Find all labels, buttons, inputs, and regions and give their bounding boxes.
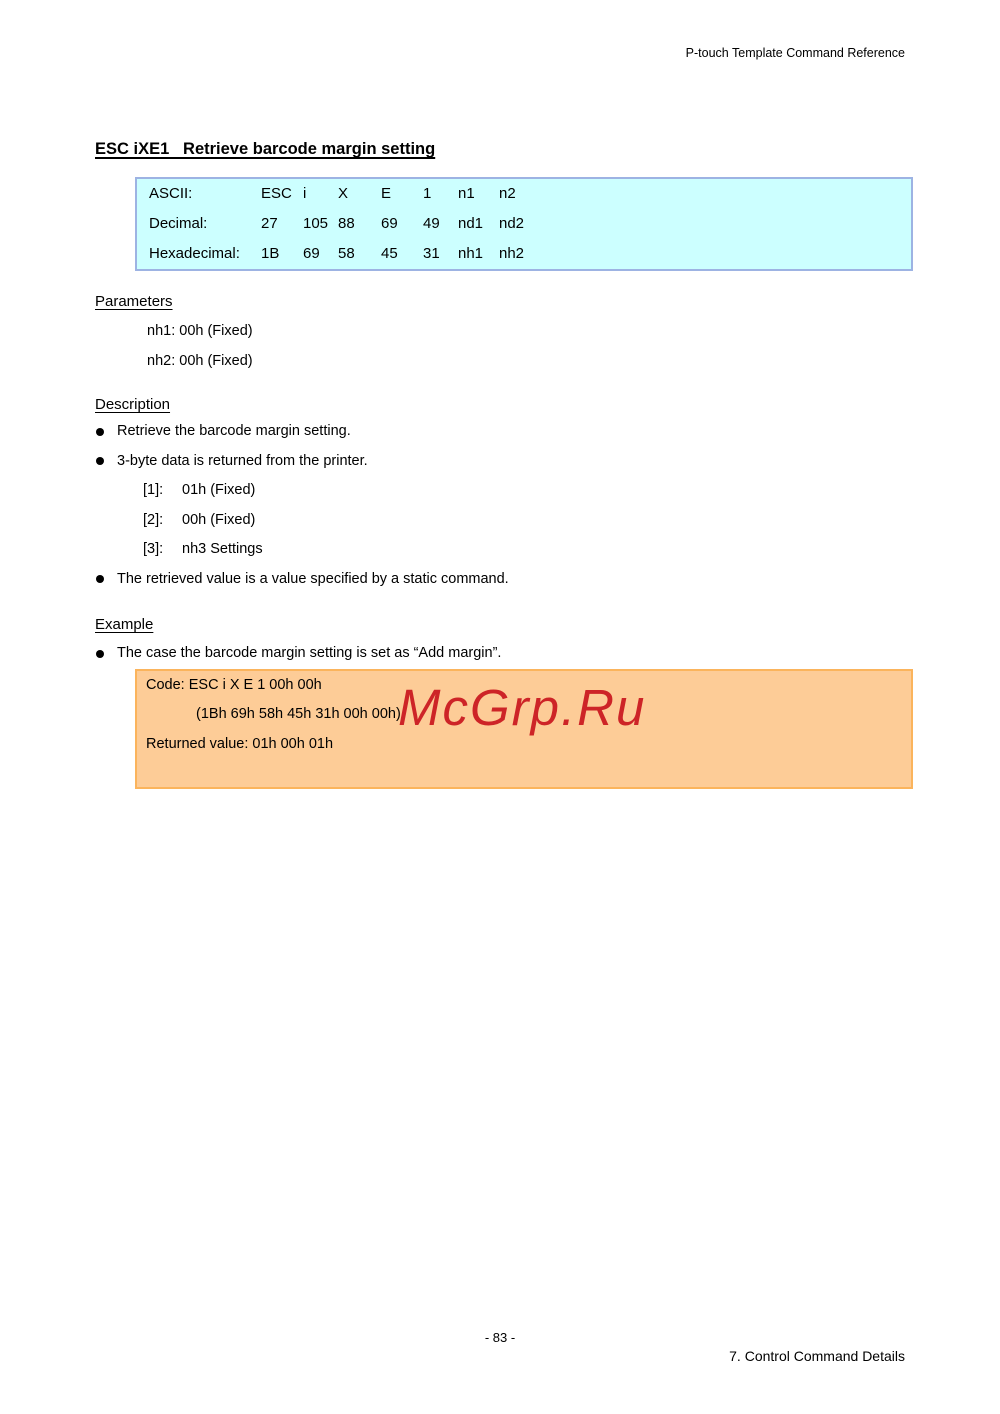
- table-cell: 45: [381, 245, 398, 262]
- bullet-icon: [96, 428, 104, 436]
- bullet-item: [95, 565, 905, 595]
- table-cell: 27: [261, 215, 278, 232]
- table-cell: 88: [338, 215, 355, 232]
- table-cell: nh1: [458, 245, 484, 262]
- table-cell: 1: [423, 185, 432, 202]
- table-row-decimal: [149, 209, 911, 239]
- code-line: Code: ESC i X E 1 00h 00h: [146, 676, 322, 693]
- bullet-text: The retrieved value is a value specified by a static command.: [117, 570, 509, 587]
- parameter-item: nh2: 00h (Fixed): [147, 353, 253, 369]
- example-bullet-item: [95, 639, 905, 669]
- bullet-text: Retrieve the barcode margin setting.: [117, 423, 351, 439]
- parameters-heading: Parameters: [95, 293, 173, 310]
- table-row-hexadecimal: [149, 239, 911, 269]
- returned-value-line: Returned value: 01h 00h 01h: [146, 735, 334, 752]
- bullet-icon: [96, 457, 104, 465]
- watermark-text: McGrp.Ru: [398, 679, 647, 736]
- table-cell: X: [338, 185, 349, 202]
- bullet-text: The case the barcode margin setting is set as “Add margin”.: [117, 645, 502, 661]
- byte-index: [1]:: [143, 482, 164, 498]
- parameter-item: nh1: 00h (Fixed): [147, 323, 253, 339]
- returned-byte-item: [95, 476, 905, 506]
- returned-byte-item: [95, 506, 905, 536]
- table-cell: n1: [458, 185, 475, 202]
- byte-value: 00h (Fixed): [182, 511, 256, 528]
- table-cell: nd1: [458, 215, 484, 232]
- table-row-ascii: [149, 179, 911, 209]
- bullet-item: [95, 417, 905, 447]
- parameters-list: [147, 316, 905, 376]
- byte-index: [3]:: [143, 541, 164, 557]
- table-cell: nd2: [499, 215, 525, 232]
- table-cell: nh2: [499, 245, 525, 262]
- bullet-text: 3-byte data is returned from the printer.: [117, 452, 368, 469]
- byte-index: [2]:: [143, 511, 164, 528]
- bullet-icon: [96, 650, 104, 658]
- page-number: - 83 -: [484, 1330, 516, 1345]
- hex-line: (1Bh 69h 58h 45h 31h 00h 00h): [196, 706, 401, 722]
- table-cell: 105: [303, 215, 329, 232]
- description-heading: Description: [95, 396, 171, 413]
- description-list: [95, 417, 905, 594]
- table-cell: i: [303, 185, 307, 202]
- returned-byte-item: [95, 535, 905, 565]
- byte-value: nh3 Settings: [182, 541, 263, 557]
- byte-value: 01h (Fixed): [182, 482, 256, 498]
- bullet-icon: [96, 575, 104, 583]
- command-title: ESC iXE1 Retrieve barcode margin setting: [95, 140, 436, 158]
- table-cell: 49: [423, 215, 440, 232]
- row-label: ASCII:: [149, 185, 193, 202]
- row-label: Hexadecimal:: [149, 245, 240, 262]
- table-cell: n2: [499, 185, 516, 202]
- table-cell: 1B: [261, 245, 280, 262]
- chapter-footer: 7. Control Command Details: [729, 1348, 905, 1364]
- command-code-table: [135, 177, 913, 271]
- table-cell: 58: [338, 245, 355, 262]
- running-header: P-touch Template Command Reference: [685, 46, 905, 60]
- table-cell: 31: [423, 245, 440, 262]
- table-cell: ESC: [261, 185, 292, 202]
- table-cell: 69: [381, 215, 398, 232]
- bullet-item: [95, 447, 905, 477]
- example-heading: Example: [95, 616, 154, 633]
- table-cell: E: [381, 185, 392, 202]
- row-label: Decimal:: [149, 215, 208, 232]
- table-cell: 69: [303, 245, 320, 262]
